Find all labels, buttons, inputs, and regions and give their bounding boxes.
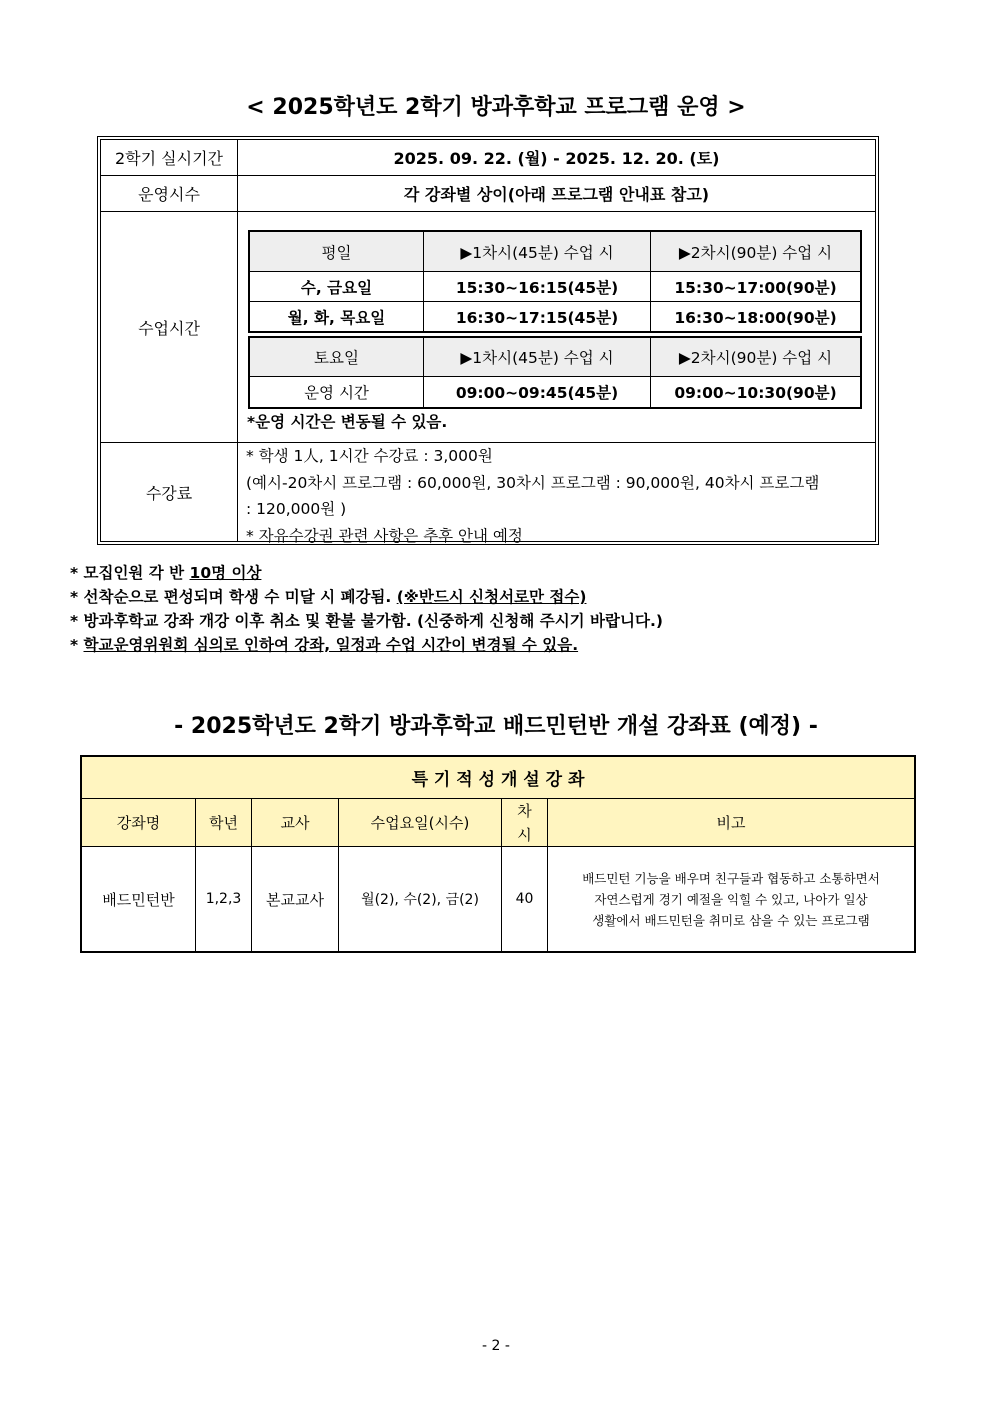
fee-details bbox=[246, 443, 871, 549]
note-emphasis: (※반드시 신청서로만 접수) bbox=[396, 588, 587, 606]
course-table bbox=[80, 755, 916, 953]
fee-line: (예시-20차시 프로그램 : 60,000원, 30차시 프로그램 : 90,000원, 40차시 프로그램 bbox=[246, 473, 820, 492]
fee-line: * 자유수강권 관련 사항은 추후 안내 예정 bbox=[246, 526, 523, 545]
course-teacher: 본교교사 bbox=[266, 890, 324, 909]
remarks-line: 배드민턴 기능을 배우며 친구들과 협동하고 소통하면서 bbox=[582, 870, 880, 886]
course-sessions: 40 bbox=[515, 891, 534, 907]
weekday-header: 평일 bbox=[250, 232, 423, 271]
saturday-header-1st: ▶1차시(45분) 수업 시 bbox=[424, 338, 650, 376]
weekday-row-1st: 15:30~16:15(45분) bbox=[455, 278, 619, 297]
header-teacher: 교사 bbox=[252, 799, 338, 846]
page-title: < 2025학년도 2학기 방과후학교 프로그램 운영 > bbox=[246, 95, 746, 120]
note-text: * bbox=[70, 636, 84, 654]
note-item bbox=[70, 633, 663, 657]
hours-value: 각 강좌별 상이(아래 프로그램 안내표 참고) bbox=[403, 185, 710, 204]
note-emphasis: 학교운영위원회 심의로 인하여 강좌, 일정과 수업 시간이 변경될 수 있음. bbox=[83, 636, 579, 654]
hours-label: 운영시수 bbox=[138, 185, 200, 204]
time-label: 수업시간 bbox=[138, 318, 200, 338]
note-item bbox=[70, 585, 663, 609]
fee-line: : 120,000원 ) bbox=[246, 500, 347, 518]
saturday-row-label: 운영 시간 bbox=[304, 384, 369, 402]
weekday-schedule-table bbox=[248, 230, 862, 333]
weekday-header-1st: ▶1차시(45분) 수업 시 bbox=[424, 232, 650, 271]
saturday-header: 토요일 bbox=[250, 338, 423, 376]
fee-label: 수강료 bbox=[145, 483, 193, 503]
time-note: *운영 시간은 변동될 수 있음. bbox=[247, 413, 448, 431]
header-sessions bbox=[502, 799, 547, 846]
weekday-row-label: 월, 화, 목요일 bbox=[287, 308, 386, 327]
notes-list bbox=[70, 561, 663, 657]
course-remarks bbox=[548, 847, 914, 951]
course-grade: 1,2,3 bbox=[205, 891, 242, 907]
saturday-row-2nd: 09:00~10:30(90분) bbox=[674, 384, 837, 402]
course-days: 월(2), 수(2), 금(2) bbox=[361, 892, 479, 908]
weekday-row-2nd: 16:30~18:00(90분) bbox=[674, 308, 837, 327]
note-item: * 방과후학교 강좌 개강 이후 취소 및 환불 불가함. (신중하게 신청해 주시기 바랍니다.) bbox=[70, 612, 663, 630]
page-number: - 2 - bbox=[482, 1338, 510, 1354]
operations-table bbox=[97, 136, 879, 545]
section-header: 특 기 적 성 개 설 강 좌 bbox=[82, 757, 914, 798]
course-name: 배드민턴반 bbox=[102, 890, 175, 909]
header-name: 강좌명 bbox=[82, 799, 195, 846]
weekday-row-1st: 16:30~17:15(45분) bbox=[455, 308, 619, 327]
saturday-row-1st: 09:00~09:45(45분) bbox=[455, 384, 619, 402]
header-sessions-line: 시 bbox=[517, 825, 532, 844]
header-grade: 학년 bbox=[196, 799, 251, 846]
period-value: 2025. 09. 22. (월) - 2025. 12. 20. (토) bbox=[393, 149, 720, 168]
note-item bbox=[70, 561, 663, 585]
saturday-schedule-table bbox=[248, 336, 862, 409]
fee-line: * 학생 1人, 1시간 수강료 : 3,000원 bbox=[246, 447, 493, 465]
weekday-header-2nd: ▶2차시(90분) 수업 시 bbox=[651, 232, 860, 271]
weekday-row-2nd: 15:30~17:00(90분) bbox=[674, 278, 837, 297]
header-sessions-line: 차 bbox=[517, 801, 532, 820]
note-text: * 모집인원 각 반 bbox=[70, 564, 190, 582]
saturday-header-2nd: ▶2차시(90분) 수업 시 bbox=[651, 338, 860, 376]
section-title: - 2025학년도 2학기 방과후학교 배드민턴반 개설 강좌표 (예정) - bbox=[174, 714, 818, 739]
header-remarks: 비고 bbox=[548, 799, 914, 846]
remarks-line: 생활에서 배드민턴을 취미로 삼을 수 있는 프로그램 bbox=[592, 912, 870, 928]
header-days: 수업요일(시수) bbox=[339, 799, 501, 846]
weekday-row-label: 수, 금요일 bbox=[300, 278, 373, 297]
period-label: 2학기 실시기간 bbox=[114, 149, 223, 168]
note-text: * 선착순으로 편성되며 학생 수 미달 시 폐강됨. bbox=[70, 588, 397, 606]
note-emphasis: 10명 이상 bbox=[189, 564, 262, 582]
remarks-line: 자연스럽게 경기 예절을 익힐 수 있고, 나아가 일상 bbox=[594, 891, 868, 907]
